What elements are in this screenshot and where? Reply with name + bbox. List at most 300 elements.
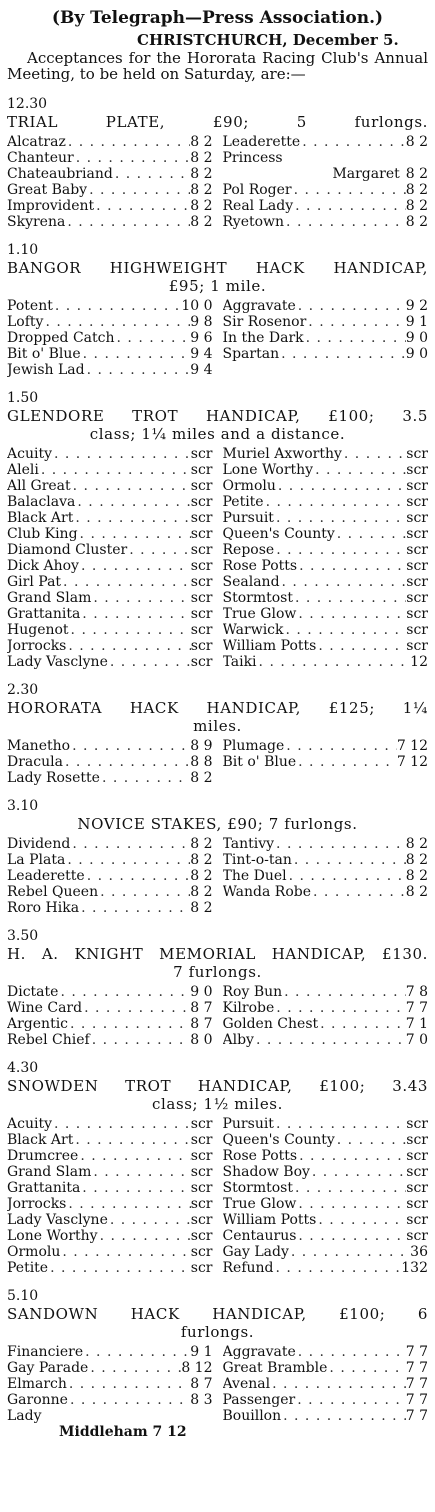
entry-row <box>7 622 213 638</box>
horse-name: Centaurus <box>222 1228 297 1244</box>
entry-row <box>223 836 429 852</box>
weight: scr <box>190 574 213 590</box>
leader-dots <box>78 1148 190 1164</box>
leader-dots <box>87 182 190 198</box>
horse-name: Leaderette <box>222 134 301 150</box>
entry-row <box>223 884 429 900</box>
entry-row <box>7 526 213 542</box>
leader-dots <box>66 134 190 150</box>
horse-name: Elmarch <box>7 1376 67 1392</box>
entry-row <box>223 446 429 462</box>
horse-name: Balaclava <box>7 494 76 510</box>
horse-name: Black Art <box>7 510 74 526</box>
leader-dots <box>79 900 190 916</box>
weight: scr <box>406 526 428 542</box>
entry-row <box>223 754 429 770</box>
race-time: 3.50 <box>7 928 39 944</box>
weight: 8 2 <box>405 214 428 230</box>
entry-row <box>7 134 213 150</box>
horse-name: Wanda Robe <box>222 884 312 900</box>
horse-name: Rose Potts <box>222 1148 298 1164</box>
leader-dots <box>108 654 191 670</box>
entry-row <box>7 1408 213 1424</box>
entry-continuation: Middleham 7 12 <box>59 1424 187 1440</box>
horse-name: Drumcree <box>7 1148 79 1164</box>
weight: 8 8 <box>190 754 213 770</box>
horse-name: Potent <box>7 298 53 314</box>
horse-name: True Glow <box>222 1196 297 1212</box>
weight: scr <box>406 1164 428 1180</box>
leader-dots <box>69 622 191 638</box>
leader-dots <box>335 1132 407 1148</box>
entry-row <box>223 590 429 606</box>
horse-name: William Potts <box>222 1212 317 1228</box>
horse-name: Girl Pat <box>7 574 62 590</box>
horse-name: Dick Ahoy <box>7 558 79 574</box>
race-time: 3.10 <box>7 798 39 814</box>
weight: scr <box>190 478 213 494</box>
leader-dots <box>293 1180 406 1196</box>
entry-row <box>7 836 213 852</box>
entry-row <box>7 900 213 916</box>
leader-dots <box>274 1260 402 1276</box>
leader-dots <box>73 1132 190 1148</box>
race-title: NOVICE STAKES, £90; 7 furlongs. <box>77 815 358 833</box>
weight: 8 2 <box>190 166 213 182</box>
weight: 132 <box>401 1260 428 1276</box>
leader-dots <box>90 1032 191 1048</box>
weight: 8 7 <box>190 1000 213 1016</box>
leader-dots <box>85 362 191 378</box>
byline: (By Telegraph—Press Association.) <box>51 8 384 28</box>
horse-name: Real Lady <box>222 198 294 214</box>
weight: scr <box>190 526 213 542</box>
entry-row <box>223 558 429 574</box>
race-title: BANGOR HIGHWEIGHT HACK HANDICAP, <box>7 259 428 277</box>
leader-dots <box>60 1244 190 1260</box>
weight: 7 0 <box>405 1032 428 1048</box>
entry-row <box>223 654 429 670</box>
horse-name: Financiere <box>7 1344 84 1360</box>
entry-row <box>7 182 213 198</box>
weight: scr <box>406 510 428 526</box>
horse-name: Taiki <box>222 654 257 670</box>
leader-dots <box>281 1408 406 1424</box>
entry-row <box>223 362 429 378</box>
horse-name: Sir Rosenor <box>222 314 307 330</box>
leader-dots <box>52 1116 191 1132</box>
entry-row <box>223 462 429 478</box>
weight: 8 2 <box>405 134 428 150</box>
leader-dots <box>80 1180 190 1196</box>
horse-name: In the Dark <box>222 330 304 346</box>
weight: scr <box>406 574 428 590</box>
horse-name: Lady <box>7 1408 42 1424</box>
entry-row <box>7 314 213 330</box>
race-section <box>7 390 428 670</box>
leader-dots <box>98 884 190 900</box>
leader-dots <box>311 884 406 900</box>
entry-row <box>223 574 429 590</box>
horse-name: Jewish Lad <box>7 362 85 378</box>
weight: 9 4 <box>190 346 213 362</box>
leader-dots <box>274 836 406 852</box>
horse-name: Garonne <box>7 1392 68 1408</box>
leader-dots <box>70 836 190 852</box>
entries-table <box>7 1344 428 1424</box>
weight: 12 <box>410 654 428 670</box>
race-subtitle: class; 1½ miles. <box>152 1095 283 1113</box>
horse-name: Wine Card <box>7 1000 83 1016</box>
horse-name: Spartan <box>222 346 280 362</box>
entry-row <box>223 1180 429 1196</box>
entry-row <box>223 198 429 214</box>
horse-name: Ormolu <box>7 1244 61 1260</box>
entry-row <box>223 1132 429 1148</box>
horse-name: Gay Parade <box>7 1360 89 1376</box>
leader-dots <box>71 478 191 494</box>
leader-dots <box>100 770 190 786</box>
horse-name: Muriel Axworthy <box>222 446 342 462</box>
leader-dots <box>295 1392 405 1408</box>
leader-dots <box>113 166 190 182</box>
weight: 9 1 <box>190 1344 213 1360</box>
weight: 8 0 <box>190 1032 213 1048</box>
weight: scr <box>406 638 428 654</box>
weight: scr <box>406 446 428 462</box>
weight: scr <box>190 1260 213 1276</box>
horse-name: Lofty <box>7 314 44 330</box>
weight: scr <box>406 606 428 622</box>
entry-row <box>223 298 429 314</box>
horse-name: Aggravate <box>222 1344 296 1360</box>
race-subtitle: £95; 1 mile. <box>168 277 267 295</box>
leader-dots <box>274 1116 406 1132</box>
leader-dots <box>284 214 406 230</box>
weight: 8 2 <box>405 198 428 214</box>
entry-row <box>7 1344 213 1360</box>
leader-dots <box>327 1360 405 1376</box>
weight: scr <box>190 446 213 462</box>
race-subtitle: miles. <box>193 717 242 735</box>
entry-row <box>7 446 213 462</box>
leader-dots <box>292 182 406 198</box>
weight: scr <box>190 638 213 654</box>
horse-name: Petite <box>222 494 264 510</box>
entry-row <box>223 526 429 542</box>
leader-dots <box>73 510 190 526</box>
entry-row <box>7 852 213 868</box>
horse-name: Margaret <box>332 166 400 182</box>
entries-table <box>7 738 428 786</box>
leader-dots <box>304 330 406 346</box>
weight: 7 7 <box>405 1344 428 1360</box>
leader-dots <box>74 150 191 166</box>
leader-dots <box>115 330 191 346</box>
entry-row <box>7 754 213 770</box>
horse-name: Lone Worthy <box>7 1228 98 1244</box>
leader-dots <box>70 738 190 754</box>
entry-row <box>7 1196 213 1212</box>
horse-name: Manetho <box>7 738 71 754</box>
horse-name: Pursuit <box>222 1116 274 1132</box>
entry-row <box>223 622 429 638</box>
weight: 8 2 <box>190 836 213 852</box>
leader-dots <box>257 654 411 670</box>
horse-name: Dropped Catch <box>7 330 115 346</box>
horse-name: Lone Worthy <box>222 462 314 478</box>
entry-row <box>223 542 429 558</box>
leader-dots <box>274 510 406 526</box>
leader-dots <box>80 606 190 622</box>
horse-name: Grattanita <box>7 606 81 622</box>
horse-name: Queen's County <box>222 1132 335 1148</box>
weight: scr <box>190 606 213 622</box>
leader-dots <box>66 638 190 654</box>
horse-name: Lady Vasclyne <box>7 1212 108 1228</box>
entry-row <box>223 1000 429 1016</box>
leader-dots <box>296 1344 406 1360</box>
weight: 8 2 <box>190 770 213 786</box>
horse-name: Gay Lady <box>222 1244 289 1260</box>
leader-dots <box>284 738 397 754</box>
entry-row <box>223 1212 429 1228</box>
entry-row <box>223 166 429 182</box>
entry-row <box>223 314 429 330</box>
entry-row <box>7 606 213 622</box>
weight: 9 0 <box>405 330 428 346</box>
horse-name: Stormtost <box>222 590 293 606</box>
entry-row <box>223 868 429 884</box>
horse-name: All Great <box>7 478 71 494</box>
entry-row <box>7 346 213 362</box>
horse-name: Roy Bun <box>222 984 283 1000</box>
leader-dots <box>342 446 406 462</box>
weight: 36 <box>410 1244 428 1260</box>
weight: scr <box>406 1212 428 1228</box>
horse-name: Dracula <box>7 754 63 770</box>
entry-row <box>7 590 213 606</box>
race-section <box>7 242 428 378</box>
leader-dots <box>270 1376 406 1392</box>
leader-dots <box>66 1196 190 1212</box>
horse-name: Alby <box>222 1032 254 1048</box>
entry-row <box>223 182 429 198</box>
horse-name: Dictate <box>7 984 59 1000</box>
leader-dots <box>39 462 191 478</box>
horse-name: Passenger <box>222 1392 296 1408</box>
entry-row <box>7 198 213 214</box>
horse-name: True Glow <box>222 606 297 622</box>
leader-dots <box>306 314 405 330</box>
leader-dots <box>78 526 191 542</box>
entry-row <box>223 1196 429 1212</box>
entry-row <box>7 298 213 314</box>
horse-name: Jorrocks <box>7 638 67 654</box>
weight: 8 2 <box>190 214 213 230</box>
leader-dots <box>67 1376 190 1392</box>
leader-dots <box>318 1016 406 1032</box>
entry-row <box>7 1148 213 1164</box>
leader-dots <box>279 346 406 362</box>
entry-row <box>7 1260 213 1276</box>
entry-row <box>7 984 213 1000</box>
weight: scr <box>190 1212 213 1228</box>
horse-name: Grand Slam <box>7 1164 92 1180</box>
horse-name: Princess <box>222 150 283 166</box>
entry-row <box>7 1228 213 1244</box>
leader-dots <box>98 1228 191 1244</box>
entry-row <box>7 362 213 378</box>
entry-row <box>7 1244 213 1260</box>
horse-name: Argentic <box>7 1016 69 1032</box>
horse-name: Queen's County <box>222 526 335 542</box>
entry-row <box>223 510 429 526</box>
weight: 7 8 <box>405 984 428 1000</box>
leader-dots <box>91 1164 190 1180</box>
horse-name: Tint-o-tan <box>222 852 292 868</box>
leader-dots <box>297 1148 406 1164</box>
horse-name: Pol Roger <box>222 182 292 198</box>
horse-name: Rebel Queen <box>7 884 99 900</box>
horse-name: Bit o' Blue <box>222 754 297 770</box>
entry-row <box>7 1376 213 1392</box>
leader-dots <box>335 526 407 542</box>
weight: 10 0 <box>181 298 213 314</box>
weight: scr <box>190 1196 213 1212</box>
leader-dots <box>79 558 191 574</box>
entry-row <box>7 1016 213 1032</box>
horse-name: Stormtost <box>222 1180 293 1196</box>
leader-dots <box>65 852 190 868</box>
weight: 8 2 <box>405 884 428 900</box>
entry-row <box>223 852 429 868</box>
weight: 8 2 <box>405 868 428 884</box>
weight: 8 2 <box>190 134 213 150</box>
weight: 8 2 <box>190 852 213 868</box>
entry-row <box>7 868 213 884</box>
horse-name: The Duel <box>222 868 287 884</box>
weight: 7 7 <box>405 1392 428 1408</box>
race-time: 12.30 <box>7 96 48 112</box>
horse-name: Refund <box>222 1260 274 1276</box>
horse-name: Petite <box>7 1260 49 1276</box>
entries-table <box>7 1116 428 1276</box>
weight: 8 2 <box>405 182 428 198</box>
horse-name: Jorrocks <box>7 1196 67 1212</box>
weight: scr <box>190 1132 213 1148</box>
horse-name: Acuity <box>7 1116 52 1132</box>
weight: scr <box>406 478 428 494</box>
horse-name: Rebel Chief <box>7 1032 90 1048</box>
horse-name: Lady Rosette <box>7 770 100 786</box>
entry-row <box>223 494 429 510</box>
weight: scr <box>406 590 428 606</box>
horse-name: Improvident <box>7 198 95 214</box>
leader-dots <box>264 494 407 510</box>
race-section <box>7 1060 428 1276</box>
leader-dots <box>68 1016 190 1032</box>
entry-row <box>223 1344 429 1360</box>
horse-name: Great Baby <box>7 182 88 198</box>
race-subtitle: furlongs. <box>180 1323 255 1341</box>
entry-row <box>7 574 213 590</box>
entry-row <box>7 330 213 346</box>
race-time: 1.50 <box>7 390 39 406</box>
race-title: H. A. KNIGHT MEMORIAL HANDICAP, £130. <box>7 945 428 963</box>
horse-name: Kilrobe <box>222 1000 275 1016</box>
race-time: 5.10 <box>7 1288 39 1304</box>
entry-row <box>7 770 213 786</box>
race-subtitle: 7 furlongs. <box>173 963 262 981</box>
entry-row <box>7 738 213 754</box>
weight: scr <box>190 1228 213 1244</box>
entry-row <box>7 558 213 574</box>
entry-row <box>223 1116 429 1132</box>
leader-dots <box>300 134 406 150</box>
weight: scr <box>406 1116 428 1132</box>
entry-row <box>223 606 429 622</box>
horse-name: Plumage <box>222 738 285 754</box>
race-time: 2.30 <box>7 682 39 698</box>
weight: 7 1 <box>405 1016 428 1032</box>
leader-dots <box>296 1228 406 1244</box>
leader-dots <box>310 1164 406 1180</box>
leader-dots <box>65 214 190 230</box>
horse-name: Grattanita <box>7 1180 81 1196</box>
weight: scr <box>190 462 213 478</box>
entry-row <box>7 542 213 558</box>
leader-dots <box>296 1196 406 1212</box>
leader-dots <box>82 1000 190 1016</box>
entry-row <box>7 462 213 478</box>
entry-row <box>7 1180 213 1196</box>
weight: 7 12 <box>396 738 428 754</box>
weight: scr <box>406 462 428 478</box>
horse-name: Lady Vasclyne <box>7 654 108 670</box>
race-section <box>7 1288 428 1440</box>
leader-dots <box>85 868 191 884</box>
entry-row <box>223 134 429 150</box>
weight: 8 12 <box>181 1360 213 1376</box>
leader-dots <box>61 574 191 590</box>
entries-table <box>7 298 428 378</box>
weight: 9 0 <box>405 346 428 362</box>
weight: scr <box>190 590 213 606</box>
entry-row <box>7 1212 213 1228</box>
leader-dots <box>52 446 191 462</box>
horse-name: Aleli <box>7 462 39 478</box>
entry-row <box>223 1360 429 1376</box>
weight: 9 0 <box>190 984 213 1000</box>
weight: 7 7 <box>405 1360 428 1376</box>
entry-row <box>7 1392 213 1408</box>
horse-name: Alcatraz <box>7 134 66 150</box>
horse-name: Tantivy <box>222 836 275 852</box>
horse-name: Aggravate <box>222 298 296 314</box>
race-title: GLENDORE TROT HANDICAP, £100; 3.5 <box>7 407 428 425</box>
entry-row <box>7 1000 213 1016</box>
weight: scr <box>190 1148 213 1164</box>
leader-dots <box>282 984 406 1000</box>
entry-row <box>223 770 429 786</box>
weight: 9 8 <box>190 314 213 330</box>
leader-dots <box>296 298 406 314</box>
horse-name: Grand Slam <box>7 590 92 606</box>
horse-name: Sealand <box>222 574 280 590</box>
horse-name: Ryetown <box>222 214 285 230</box>
leader-dots <box>289 1244 410 1260</box>
